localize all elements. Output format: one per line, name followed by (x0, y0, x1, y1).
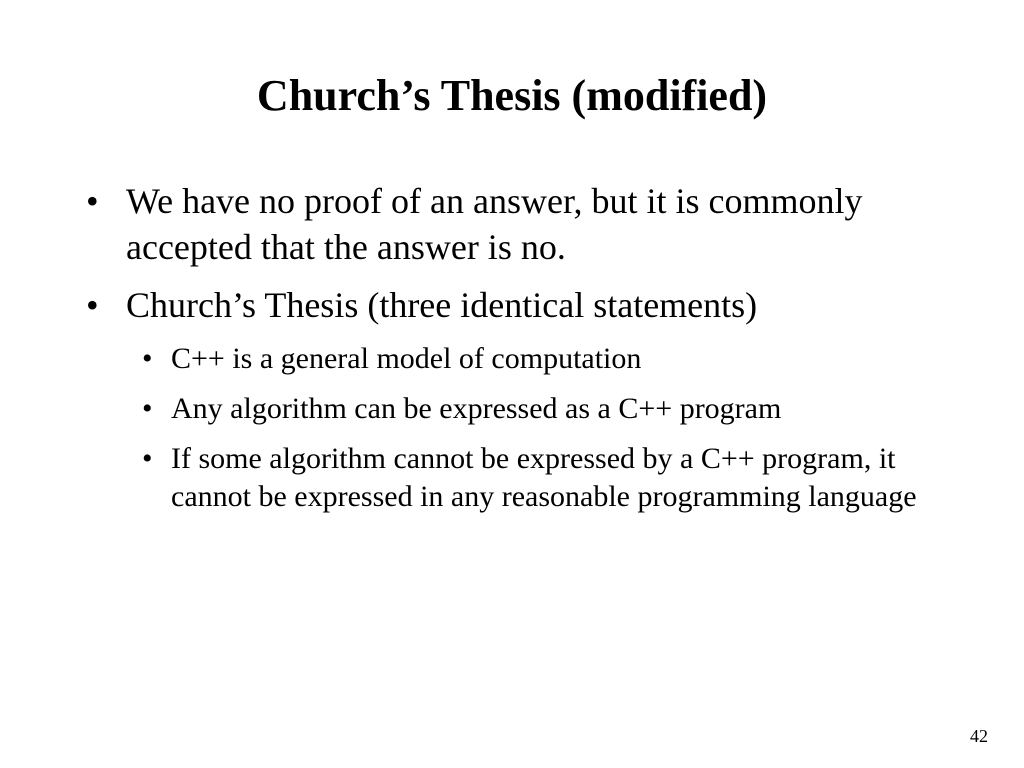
sub-bullet-text: Any algorithm can be expressed as a C++ program (171, 392, 782, 425)
bullet-text: Church’s Thesis (three identical statements) (126, 285, 758, 325)
bullet-list (86, 178, 966, 528)
slide-title: Church’s Thesis (modified) (256, 71, 768, 120)
sub-bullet-text: If some algorithm cannot be expressed by a C++ program, it cannot be expressed in any reasonable programming language (171, 442, 917, 513)
bullet-marker: • (142, 392, 153, 425)
sub-bullet-list (86, 340, 966, 516)
sub-bullet-item (132, 440, 966, 516)
sub-bullet-text: C++ is a general model of computation (171, 342, 642, 375)
sub-bullet-item (132, 390, 966, 428)
bullet-marker: • (86, 285, 99, 325)
bullet-marker: • (142, 442, 153, 475)
bullet-marker: • (86, 181, 99, 221)
sub-bullet-item (132, 340, 966, 378)
bullet-item (86, 178, 966, 270)
bullet-item (86, 282, 966, 516)
bullet-text: We have no proof of an answer, but it is commonly accepted that the answer is no. (126, 181, 863, 267)
page-number: 42 (970, 726, 988, 746)
bullet-marker: • (142, 342, 153, 375)
